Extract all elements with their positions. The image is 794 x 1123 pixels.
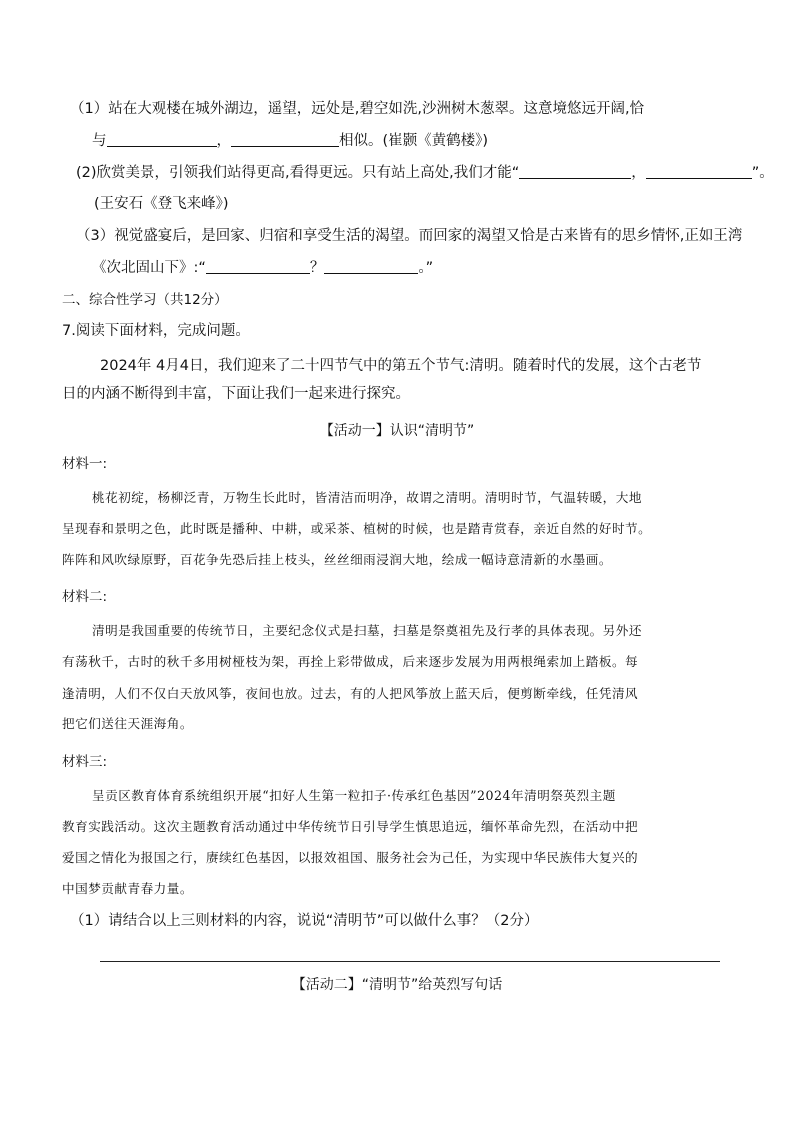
answer-blank[interactable] <box>519 164 631 179</box>
q6-item2-suffix: ”。 <box>751 165 774 181</box>
material1-line: 阵阵和风吹绿原野，百花争先恐后挂上枝头，丝丝细雨浸润大地，绘成一幅诗意清新的水墨画。 <box>62 552 612 567</box>
answer-blank[interactable] <box>206 259 310 274</box>
q6-item1-prefix: 与 <box>92 133 107 149</box>
material3-line: 爱国之情化为报国之行，赓续红色基因，以报效祖国、服务社会为己任，为实现中华民族伟大复兴的 <box>62 850 639 865</box>
q6-item1-suffix: 相似。(崔颢《黄鹤楼》) <box>339 133 489 149</box>
material1-line: 呈现春和景明之色，此时既是播种、中耕，或采茶、植树的时候，也是踏青赏春，亲近自然的好时节。 <box>62 521 652 536</box>
q6-item2-line2: (王安石《登飞来峰》) <box>94 196 229 212</box>
material3-line: 呈贡区教育体育系统组织开展“扣好人生第一粒扣子·传承红色基因”2024年清明祭英烈主题 <box>92 788 616 803</box>
material2-line: 清明是我国重要的传统节日，主要纪念仪式是扫墓，扫墓是祭奠祖先及行孝的具体表现。另外还 <box>92 623 642 638</box>
answer-blank[interactable] <box>107 132 217 147</box>
q6-item1-line1: （1）站在大观楼在城外湖边，遥望，远处是,碧空如洗,沙洲树木葱翠。这意境悠远开阔,恰 <box>70 101 645 117</box>
answer-blank[interactable] <box>231 132 339 147</box>
activity2-title: 【活动二】“清明节”给英烈写句话 <box>291 977 503 993</box>
material3-line: 中国梦贡献青春力量。 <box>62 881 193 896</box>
material2-line: 逢清明，人们不仅白天放风筝，夜间也放。过去，有的人把风筝放上蓝天后，便剪断牵线，任凭清风 <box>62 686 639 701</box>
answer-line[interactable] <box>100 961 720 962</box>
q6-item1-sep: ， <box>216 133 231 149</box>
q6-item2-line1 <box>76 163 774 183</box>
material2-line: 有荡秋千，古时的秋千多用树桠枝为架，再拴上彩带做成，后来逐步发展为用两根绳索加上踏板。每 <box>62 654 639 669</box>
q6-item3-prefix: 《次北固山下》:“ <box>92 260 206 276</box>
material2-line: 把它们送往天涯海角。 <box>62 716 193 731</box>
intro-line-1: 2024年 4月4日，我们迎来了二十四节气中的第五个节气:清明。随着时代的发展，这个古老节 <box>100 358 702 374</box>
q6-item3-line1: （3）视觉盛宴后，是回家、归宿和享受生活的渴望。而回家的渴望又恰是古来皆有的思乡情怀,正如王湾 <box>76 228 743 244</box>
q6-item3-line2 <box>92 258 433 278</box>
material1-line: 桃花初绽，杨柳泛青，万物生长此时，皆清洁而明净，故谓之清明。清明时节，气温转暖，大地 <box>92 490 642 505</box>
section-heading: 二、综合性学习（共12分） <box>62 292 228 308</box>
answer-blank[interactable] <box>646 164 752 179</box>
sub-question-1: （1）请结合以上三则材料的内容，说说“清明节”可以做什么事？（2分） <box>70 913 539 929</box>
intro-line-2: 日的内涵不断得到丰富，下面让我们一起来进行探究。 <box>62 386 410 402</box>
material1-label: 材料一: <box>62 456 108 472</box>
q6-item3-suffix: 。” <box>418 260 434 276</box>
answer-blank[interactable] <box>324 259 418 274</box>
q6-item2-sep: ， <box>631 165 646 181</box>
q6-item1-line2 <box>92 131 488 151</box>
material3-label: 材料三: <box>62 754 108 770</box>
q7-prompt: 7.阅读下面材料，完成问题。 <box>62 323 250 339</box>
material2-label: 材料二: <box>62 589 108 605</box>
q6-item3-sep: ？ <box>309 260 325 276</box>
material3-line: 教育实践活动。这次主题教育活动通过中华传统节日引导学生慎思追远，缅怀革命先烈，在活动中把 <box>62 819 639 834</box>
q6-item2-prefix: (2)欣赏美景，引领我们站得更高,看得更远。只有站上高处,我们才能“ <box>76 165 520 181</box>
activity1-title: 【活动一】认识“清明节” <box>319 423 475 439</box>
